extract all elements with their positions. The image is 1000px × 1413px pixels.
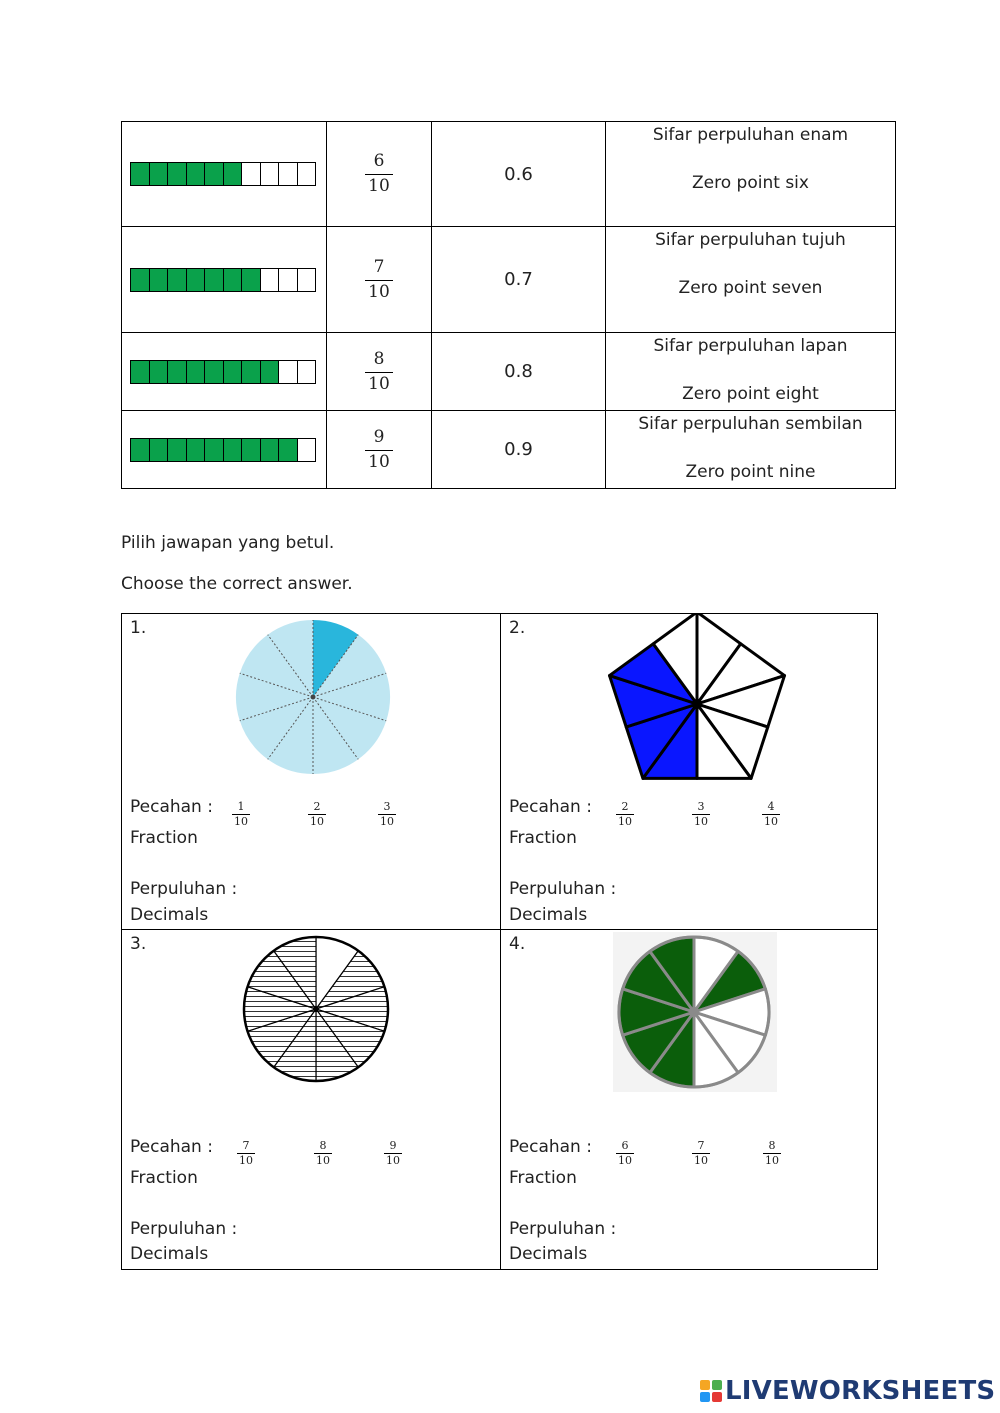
english-words: Zero point nine: [685, 462, 816, 483]
fraction-cell: [327, 411, 432, 489]
option-fraction: [378, 801, 396, 828]
denominator: 10: [310, 815, 324, 829]
bar-cell-shaded: [150, 269, 169, 291]
numerator: 3: [697, 800, 705, 813]
bar-cell-shaded: [187, 269, 206, 291]
option-fraction: [692, 1140, 710, 1167]
fraction-bar-cell: [122, 333, 327, 411]
numerator: 2: [313, 800, 321, 813]
bar-cell-shaded: [150, 439, 169, 461]
numerator: 4: [767, 800, 775, 813]
option-fraction: [763, 1140, 781, 1167]
option-fraction: [616, 1140, 634, 1167]
decimals-label: Decimals: [509, 1244, 588, 1264]
denominator: 10: [234, 815, 248, 829]
numerator: 3: [383, 800, 391, 813]
question-grid: [121, 613, 878, 1270]
denominator: 10: [618, 815, 632, 829]
fraction: [365, 258, 393, 302]
fraction-cell: [327, 333, 432, 411]
table-row: [122, 122, 896, 227]
fraction-label: Fraction: [509, 828, 577, 848]
pecahan-label: Pecahan :: [509, 1137, 592, 1157]
instruction-english: Choose the correct answer.: [121, 574, 353, 594]
answer-option[interactable]: [232, 795, 250, 828]
decimals-label: Decimals: [130, 905, 209, 925]
denominator: 10: [365, 280, 393, 303]
denominator: 10: [694, 1154, 708, 1168]
option-fraction: [384, 1140, 402, 1167]
denominator: 10: [694, 815, 708, 829]
bar-cell-shaded: [224, 361, 243, 383]
denominator: 10: [380, 815, 394, 829]
bar-cell-shaded: [224, 439, 243, 461]
answer-option[interactable]: [616, 795, 634, 828]
table-row: [122, 227, 896, 333]
fraction-bar-cell: [122, 122, 327, 227]
answer-option[interactable]: [692, 795, 710, 828]
decimal-cell: 0.6: [432, 122, 606, 227]
pie-chart-q4: [613, 932, 777, 1092]
pie-center: [311, 695, 316, 700]
pecahan-label: Pecahan :: [509, 797, 592, 817]
denominator: 10: [765, 1154, 779, 1168]
fraction-label: Fraction: [130, 828, 198, 848]
numerator: 1: [237, 800, 245, 813]
bar-cell-shaded: [187, 163, 206, 185]
decimals-label: Decimals: [130, 1244, 209, 1264]
bar-cell-shaded: [242, 361, 261, 383]
option-fraction: [616, 801, 634, 828]
denominator: 10: [618, 1154, 632, 1168]
table-row: [122, 411, 896, 489]
bar-cell-shaded: [168, 361, 187, 383]
pie-chart-q3: [241, 934, 391, 1084]
fraction-cell: [327, 122, 432, 227]
bar-cell-empty: [279, 163, 298, 185]
logo-mark-icon: [700, 1380, 722, 1402]
denominator: 10: [365, 174, 393, 197]
pecahan-label: Pecahan :: [130, 797, 213, 817]
bar-cell-shaded: [187, 361, 206, 383]
fraction: [365, 350, 393, 394]
table-row: [122, 333, 896, 411]
fraction-bar: [130, 162, 316, 186]
perpuluhan-label: Perpuluhan :: [509, 879, 617, 899]
fraction: [365, 152, 393, 196]
numerator: 8: [319, 1139, 327, 1152]
decimal-cell: 0.7: [432, 227, 606, 333]
bar-cell-empty: [279, 361, 298, 383]
question-4: [501, 930, 879, 1270]
malay-words: Sifar perpuluhan tujuh: [655, 230, 846, 250]
decimals-label: Decimals: [509, 905, 588, 925]
bar-cell-shaded: [150, 361, 169, 383]
bar-cell-shaded: [168, 163, 187, 185]
question-number: 1.: [130, 618, 147, 638]
numerator: 6: [373, 151, 385, 172]
answer-option[interactable]: [616, 1134, 634, 1167]
bar-cell-shaded: [168, 269, 187, 291]
answer-option[interactable]: [237, 1134, 255, 1167]
malay-words: Sifar perpuluhan enam: [652, 125, 849, 145]
numerator: 8: [373, 348, 385, 369]
pecahan-label: Pecahan :: [130, 1137, 213, 1157]
numerator: 2: [621, 800, 629, 813]
fraction-bar-cell: [122, 227, 327, 333]
bar-cell-empty: [298, 439, 316, 461]
denominator: 10: [239, 1154, 253, 1168]
denominator: 10: [764, 815, 778, 829]
bar-cell-empty: [298, 269, 316, 291]
fraction-bar-cell: [122, 411, 327, 489]
option-fraction: [237, 1140, 255, 1167]
numerator: 9: [389, 1139, 397, 1152]
bar-cell-shaded: [205, 361, 224, 383]
numerator: 7: [697, 1139, 705, 1152]
perpuluhan-label: Perpuluhan :: [509, 1219, 617, 1239]
bar-cell-shaded: [131, 163, 150, 185]
fraction-label: Fraction: [130, 1168, 198, 1188]
pentagon-q2: [603, 614, 791, 784]
bar-cell-shaded: [279, 439, 298, 461]
denominator: 10: [365, 372, 393, 395]
bar-cell-shaded: [131, 269, 150, 291]
question-2: [501, 614, 879, 929]
decimal-cell: 0.9: [432, 411, 606, 489]
english-words: Zero point seven: [678, 278, 823, 299]
bar-cell-shaded: [131, 361, 150, 383]
bar-cell-shaded: [242, 269, 261, 291]
bar-cell-empty: [298, 361, 316, 383]
bar-cell-shaded: [205, 163, 224, 185]
fraction-bar: [130, 438, 316, 462]
bar-cell-empty: [261, 163, 280, 185]
answer-option[interactable]: [314, 1134, 332, 1167]
denominator: 10: [365, 450, 393, 473]
numerator: 8: [768, 1139, 776, 1152]
fraction: [365, 428, 393, 472]
decimal-cell: 0.8: [432, 333, 606, 411]
bar-cell-shaded: [224, 269, 243, 291]
answer-option[interactable]: [384, 1134, 402, 1167]
question-number: 3.: [130, 934, 147, 954]
bar-cell-shaded: [242, 439, 261, 461]
option-fraction: [762, 801, 780, 828]
words-cell: [606, 122, 896, 227]
question-1: [122, 614, 500, 929]
instruction-malay: Pilih jawapan yang betul.: [121, 533, 335, 553]
numerator: 7: [242, 1139, 250, 1152]
bar-cell-shaded: [224, 163, 243, 185]
numerator: 9: [373, 426, 385, 447]
pie-center: [313, 1006, 319, 1012]
brand-name: LIVEWORKSHEETS: [725, 1376, 996, 1406]
answer-option[interactable]: [308, 795, 326, 828]
option-fraction: [232, 801, 250, 828]
answer-option[interactable]: [378, 795, 396, 828]
bar-cell-empty: [298, 163, 316, 185]
option-fraction: [308, 801, 326, 828]
fraction-bar: [130, 268, 316, 292]
bar-cell-shaded: [261, 361, 280, 383]
bar-cell-shaded: [205, 439, 224, 461]
numerator: 6: [621, 1139, 629, 1152]
reference-table-body: [122, 122, 896, 489]
question-3: [122, 930, 500, 1270]
bar-cell-empty: [261, 269, 280, 291]
denominator: 10: [316, 1154, 330, 1168]
fraction-cell: [327, 227, 432, 333]
reference-table: [121, 121, 896, 489]
option-fraction: [314, 1140, 332, 1167]
bar-cell-shaded: [168, 439, 187, 461]
question-number: 4.: [509, 934, 526, 954]
bar-cell-shaded: [261, 439, 280, 461]
bar-cell-empty: [279, 269, 298, 291]
english-words: Zero point eight: [682, 384, 819, 405]
words-cell: [606, 333, 896, 411]
denominator: 10: [386, 1154, 400, 1168]
bar-cell-shaded: [205, 269, 224, 291]
malay-words: Sifar perpuluhan sembilan: [638, 414, 863, 434]
pie-chart-q1: [233, 617, 393, 777]
fraction-label: Fraction: [509, 1168, 577, 1188]
bar-cell-shaded: [131, 439, 150, 461]
answer-option[interactable]: [762, 795, 780, 828]
liveworksheets-logo: [700, 1376, 995, 1406]
option-fraction: [692, 801, 710, 828]
bar-cell-empty: [242, 163, 261, 185]
numerator: 7: [373, 256, 385, 277]
bar-cell-shaded: [150, 163, 169, 185]
english-words: Zero point six: [692, 173, 809, 194]
fraction-bar: [130, 360, 316, 384]
question-number: 2.: [509, 618, 526, 638]
malay-words: Sifar perpuluhan lapan: [653, 336, 848, 356]
answer-option[interactable]: [763, 1134, 781, 1167]
words-cell: [606, 227, 896, 333]
words-cell: [606, 411, 896, 489]
perpuluhan-label: Perpuluhan :: [130, 1219, 238, 1239]
bar-cell-shaded: [187, 439, 206, 461]
perpuluhan-label: Perpuluhan :: [130, 879, 238, 899]
answer-option[interactable]: [692, 1134, 710, 1167]
